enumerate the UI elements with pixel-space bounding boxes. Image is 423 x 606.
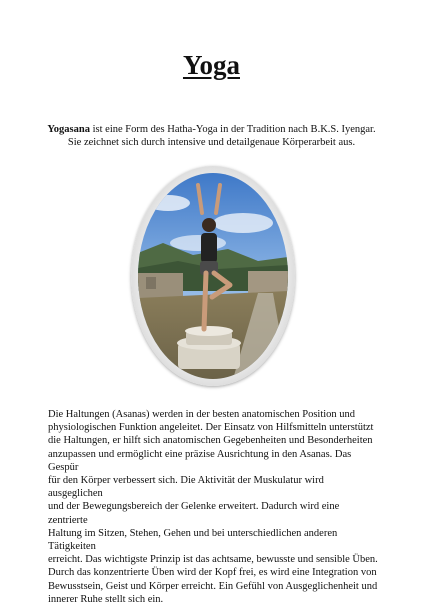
body-line: Durch das konzentrierte Üben wird der Kopf frei, es wird eine Integration von [48, 567, 377, 579]
intro-lead-term: Yogasana [47, 124, 90, 135]
photo-illustration [138, 173, 288, 379]
yoga-tree-pose-photo [138, 173, 288, 379]
oval-photo-frame [131, 166, 295, 386]
body-line: und der Bewegungsbereich der Gelenke erweitert. Dadurch wird eine zentrierte [48, 501, 340, 526]
intro-line-1-text: ist eine Form des Hatha-Yoga in der Tradition nach B.K.S. Iyengar. [89, 124, 376, 135]
body-line: erreicht. Das wichtigste Prinzip ist das achtsame, bewusste und sensible Üben. [48, 554, 378, 566]
body-line: anzupassen und ermöglicht eine präzise Ausrichtung in den Asanas. Das Gespür [48, 448, 352, 473]
body-line: Haltung im Sitzen, Stehen, Gehen und bei unterschiedlichen anderen Tätigkeiten [48, 527, 338, 553]
intro-paragraph [30, 123, 393, 149]
body-line: physiologischen Funktion angeleitet. Der Einsatz von Hilfsmitteln unterstützt [48, 422, 374, 434]
intro-line-1 [30, 123, 393, 136]
intro-line-2: Sie zeichnet sich durch intensive und detailgenaue Körperarbeit aus. [67, 137, 356, 148]
body-line: die Haltungen, er hilft sich anatomischen Gegebenheiten und Besonderheiten [48, 435, 373, 447]
page-title: Yoga [182, 50, 240, 80]
body-line: Die Haltungen (Asanas) werden in der besten anatomischen Position und [48, 409, 356, 420]
body-line: innerer Ruhe stellt sich ein. [48, 593, 164, 605]
body-paragraph [48, 408, 378, 606]
body-line: für den Körper verbessert sich. Die Aktivität der Muskulatur wird ausgeglichen [48, 475, 324, 500]
body-line: Bewusstsein, Geist und Körper erreicht. Ein Gefühl von Ausgeglichenheit und [48, 580, 378, 592]
